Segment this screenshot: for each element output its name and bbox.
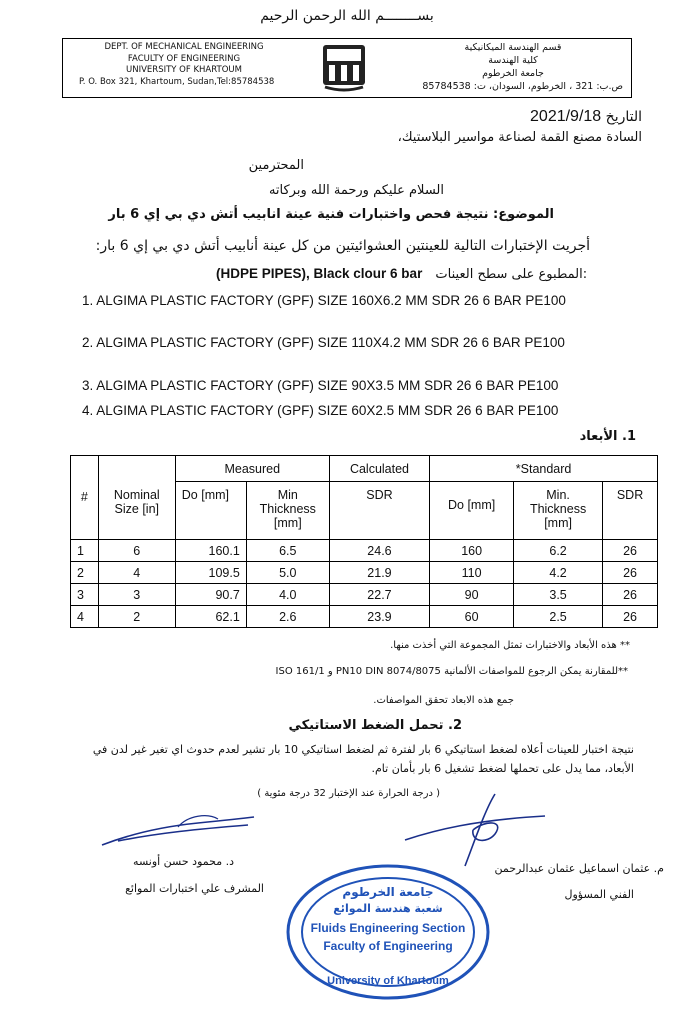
signatory-right-name: م. عثمان اسماعيل عثمان عبدالرحمن [494, 862, 664, 875]
cell: 26 [603, 562, 658, 584]
cell: 2 [98, 606, 175, 628]
cell: 4.2 [514, 562, 603, 584]
cell: 160.1 [175, 540, 246, 562]
cell: 60 [430, 606, 514, 628]
printed-value: (HDPE PIPES), Black clour 6 bar [216, 266, 423, 281]
col-no: # [71, 482, 99, 540]
cell: 26 [603, 606, 658, 628]
letterhead-en-line: FACULTY OF ENGINEERING [127, 53, 241, 64]
cell: 2 [71, 562, 99, 584]
col-do: Do [mm] [175, 482, 246, 540]
letterhead-arabic [403, 41, 623, 93]
cell: 2.6 [246, 606, 329, 628]
note-compliance: جمع هذه الابعاد تحقق المواصفات. [373, 695, 514, 706]
cell: 4.0 [246, 584, 329, 606]
cell: 160 [430, 540, 514, 562]
col-sdr-standard: SDR [603, 482, 658, 540]
sample-item: 3. ALGIMA PLASTIC FACTORY (GPF) SIZE 90X3.5 MM SDR 26 6 BAR PE100 [82, 378, 559, 393]
cell: 62.1 [175, 606, 246, 628]
pressure-result-paragraph: نتيجة اختبار للعينات أعلاه لضغط استاتيكي 6 بار لفترة ثم لضغط استاتيكي 10 بار تشير لعدم حدوث اي تغير غير لدن في الأبعاد، مما يدل على تحملها لضغط تشغيل 6 بار بأمان تام. [92, 743, 634, 775]
sample-item: 2. ALGIMA PLASTIC FACTORY (GPF) SIZE 110X4.2 MM SDR 26 6 BAR PE100 [82, 335, 565, 350]
sample-item: 1. ALGIMA PLASTIC FACTORY (GPF) SIZE 160X6.2 MM SDR 26 6 BAR PE100 [82, 293, 566, 308]
signatory-left-name: د. محمود حسن أونسه [133, 855, 234, 868]
stamp-arabic-section: شعبة هندسة الموائع [333, 902, 443, 915]
signatory-left-role: المشرف علي اختبارات الموائع [125, 882, 264, 895]
letterhead-en-line: UNIVERSITY OF KHARTOUM [126, 65, 242, 75]
letterhead-en-line: DEPT. OF MECHANICAL ENGINEERING [104, 42, 264, 52]
section-dimensions-heading: 1. الأبعاد [579, 429, 636, 444]
group-calculated: Calculated [329, 456, 429, 482]
cell: 90.7 [175, 584, 246, 606]
cell: 109.5 [175, 562, 246, 584]
university-logo-icon [321, 43, 367, 93]
table-column-header [71, 482, 658, 540]
cell: 4 [98, 562, 175, 584]
cell: 26 [603, 584, 658, 606]
table-row [71, 606, 658, 628]
cell: 4 [71, 606, 99, 628]
table-group-header [71, 456, 658, 482]
cell: 21.9 [329, 562, 429, 584]
col-sdr: SDR [329, 482, 429, 540]
stamp-line1: Fluids Engineering Section [310, 921, 466, 935]
signature-left-icon [98, 805, 258, 855]
printed-line [216, 263, 596, 283]
temperature-note: ( درجة الحرارة عند الإختبار 32 درجة مئوية ) [257, 788, 440, 799]
recipient: السادة مصنع القمة لصناعة مواسير البلاستيك، [397, 130, 642, 145]
sample-item: 4. ALGIMA PLASTIC FACTORY (GPF) SIZE 60X2.5 MM SDR 26 6 BAR PE100 [82, 403, 559, 418]
letterhead [62, 38, 632, 98]
letterhead-en-address: P. O. Box 321, Khartoum, Sudan,Tel:85784538 [79, 76, 275, 87]
cell: 1 [71, 540, 99, 562]
cell: 2.5 [514, 606, 603, 628]
stamp-top-text: جامعة الخرطوم [342, 885, 434, 899]
cell: 23.9 [329, 606, 429, 628]
cell: 5.0 [246, 562, 329, 584]
table-row [71, 584, 658, 606]
cell: 6 [98, 540, 175, 562]
bismillah-heading: بســــــــم الله الرحمن الرحيم [260, 8, 434, 24]
date-label: التاريخ [605, 109, 642, 125]
cell: 3.5 [514, 584, 603, 606]
cell: 26 [603, 540, 658, 562]
cell: 6.2 [514, 540, 603, 562]
cell: 110 [430, 562, 514, 584]
printed-label: المطبوع على سطح العينات: [435, 267, 588, 282]
letterhead-ar-address: ص.ب: 321 ، الخرطوم، السودان، ت: 85784538 [422, 81, 623, 92]
note-standards: **للمقارنة يمكن الرجوع للمواصفات الألمانية PN10 DIN 8074/8075 و ISO 161/1 [275, 666, 628, 677]
col-min-thickness: Min Thickness [mm] [246, 482, 329, 540]
cell: 3 [98, 584, 175, 606]
signature-right-icon [395, 790, 550, 870]
cell: 3 [71, 584, 99, 606]
intro-text: أجريت الإختبارات التالية للعينتين العشوائيتين من كل عينة أنابيب أتش دي بي إي 6 بار: [95, 238, 590, 254]
group-standard: *Standard [430, 456, 658, 482]
date-line [530, 108, 642, 126]
letterhead-english [79, 42, 289, 88]
stamp-line3: University of Khartoum [327, 975, 449, 987]
letterhead-ar-line: كلية الهندسة [488, 55, 538, 66]
letterhead-ar-line: قسم الهندسة الميكانيكية [464, 42, 562, 53]
table-row [71, 562, 658, 584]
cell: 24.6 [329, 540, 429, 562]
date-value: 2021/9/18 [530, 108, 602, 125]
dimensions-table [70, 455, 658, 628]
subject-line: الموضوع: نتيجة فحص واختبارات فنية عينة انابيب أتش دي بي إي 6 بار [108, 207, 554, 222]
col-nominal-size: Nominal Size [in] [98, 482, 175, 540]
greeting: السلام عليكم ورحمة الله وبركاته [268, 183, 444, 198]
col-do-standard: Do [mm] [430, 482, 514, 540]
signatory-right-role: الفني المسؤول [564, 888, 634, 901]
official-stamp-icon [284, 862, 492, 1002]
group-measured: Measured [175, 456, 329, 482]
cell: 6.5 [246, 540, 329, 562]
honorific: المحترمين [248, 158, 304, 173]
table-row [71, 540, 658, 562]
note-representative: ** هذه الأبعاد والاختبارات تمثل المجموعة التي أخذت منها. [390, 640, 630, 651]
section-pressure-heading: 2. تحمل الضغط الاستاتيكي [288, 718, 462, 733]
stamp-line2: Faculty of Engineering [323, 939, 453, 953]
col-min-thickness-standard: Min. Thickness [mm] [514, 482, 603, 540]
letterhead-ar-line: جامعة الخرطوم [482, 68, 544, 79]
cell: 90 [430, 584, 514, 606]
cell: 22.7 [329, 584, 429, 606]
